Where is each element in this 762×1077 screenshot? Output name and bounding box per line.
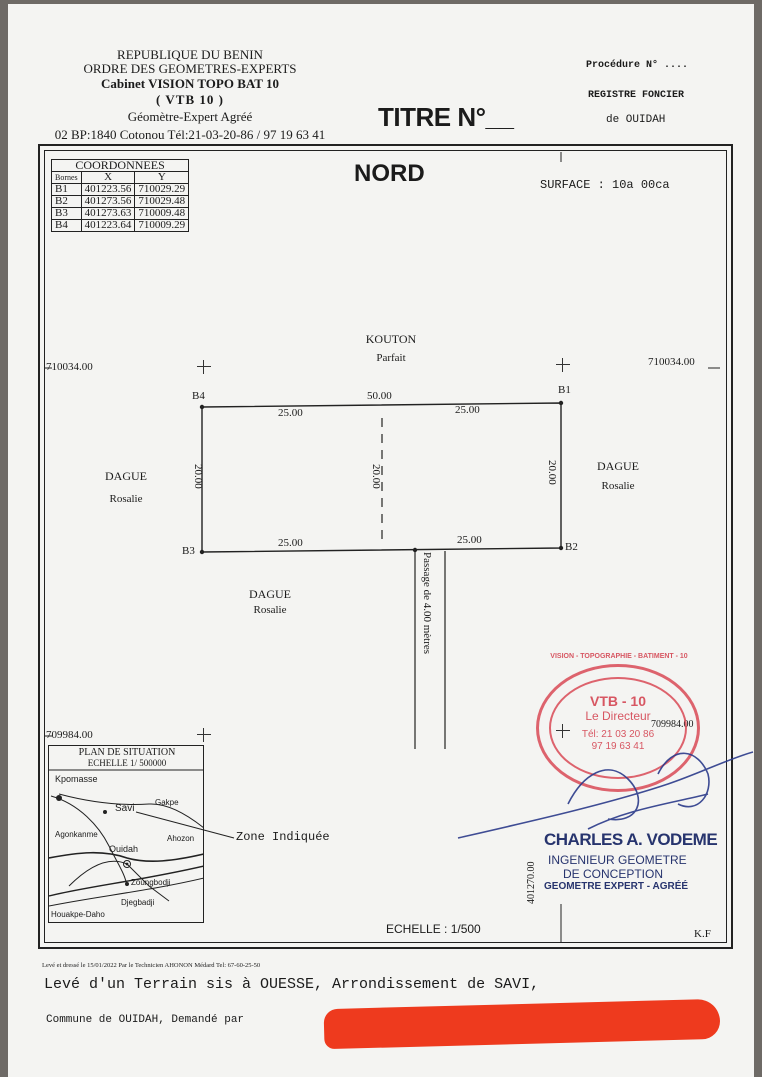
place-zoungbodji: Zoungbodji [131,878,171,887]
corner-b2: B2 [565,541,578,553]
signatory-title-2: DE CONCEPTION [563,867,664,881]
header-order: ORDRE DES GEOMETRES-EXPERTS [83,61,297,76]
stamp-arc: VISION - TOPOGRAPHIE - BATIMENT - 10 [550,653,688,660]
grid-label-x-right: 401270.00 [526,861,537,904]
header-vtb: ( VTB 10 ) [156,92,224,107]
cell-borne: B1 [52,184,82,196]
zone-indiquee: Zone Indiquée [236,830,330,844]
header-republic: REPUBLIQUE DU BENIN [117,47,263,62]
stamp-code: VTB - 10 [589,693,646,709]
neighbor-south-first: Rosalie [253,604,287,616]
neighbor-north-name: KOUTON [365,332,417,346]
cell-x: 401223.56 [81,184,135,196]
place-gakpe: Gakpe [155,798,179,807]
cell-y: 710009.48 [135,208,189,220]
dim-middle: 20.00 [370,464,382,489]
surface-label: SURFACE : 10a 00ca [540,178,670,192]
signatory-title-1: INGENIEUR GEOMETRE [548,853,687,867]
stamp-tel2: 97 19 63 41 [591,741,645,752]
dim-left: 20.00 [192,464,204,489]
neighbor-east-name: DAGUE [597,459,639,473]
cell-x: 401273.56 [81,196,135,208]
header-address: 02 BP:1840 Cotonou Tél:21-03-20-86 / 97 19 63 41 [54,127,326,142]
cell-borne: B4 [52,220,82,232]
signatory-title-3: GEOMETRE EXPERT - AGRÉÉ [544,881,689,892]
procedure-number: Procédure N° .... [586,60,689,71]
cell-borne: B3 [52,208,82,220]
corner-b1: B1 [558,384,571,396]
cell-x: 401273.63 [81,208,135,220]
place-djegbadji: Djegbadji [121,898,155,907]
place-savi: Savi [115,803,135,814]
place-ahozon: Ahozon [167,834,195,843]
grid-label-top-right: 710034.00 [648,356,695,368]
survey-document [8,4,754,1077]
col-x: X [81,172,135,184]
registre-location: de OUIDAH [606,114,666,126]
initials-kf: K.F [694,928,711,940]
place-ouidah: Ouidah [109,844,139,854]
scale-label: ECHELLE : 1/500 [386,922,481,936]
corner-b4: B4 [192,390,205,402]
cell-y: 710029.48 [135,196,189,208]
dim-top-total: 50.00 [367,390,392,402]
cell-y: 710009.29 [135,220,189,232]
coordinates-title: COORDONNEES [52,160,189,172]
dim-top-right: 25.00 [455,404,480,416]
neighbor-south-name: DAGUE [249,587,291,601]
col-bornes: Bornes [52,172,82,184]
col-y: Y [135,172,189,184]
signatory-name: CHARLES A. VODEME [544,830,718,849]
neighbor-west-name: DAGUE [105,469,147,483]
place-agonkanme: Agonkanme [55,830,98,839]
passage-label: Passage de 4.00 mètres [421,552,433,655]
cell-y: 710029.29 [135,184,189,196]
north-label: NORD [354,160,425,187]
situation-scale: ECHELLE 1/ 500000 [87,758,167,768]
footer-line-1: Levé d'un Terrain sis à OUESSE, Arrondissement de SAVI, [44,976,540,993]
neighbor-west-first: Rosalie [109,493,143,505]
dim-bottom-right: 25.00 [457,534,482,546]
cell-x: 401223.64 [81,220,135,232]
header-expert: Géomètre-Expert Agréé [127,109,253,124]
neighbor-north-first: Parfait [376,352,406,364]
neighbor-east-first: Rosalie [601,480,635,492]
place-kpomasse: Kpomasse [55,774,98,784]
cell-borne: B2 [52,196,82,208]
grid-label-top-left: 710034.00 [46,361,93,373]
titre-number: TITRE N°__ [378,102,514,132]
dim-top-left: 25.00 [278,407,303,419]
situation-title: PLAN DE SITUATION [78,747,176,758]
stamp-tel1: Tél: 21 03 20 86 [581,729,655,740]
registre-foncier: REGISTRE FONCIER [588,90,685,101]
dim-right: 20.00 [546,460,558,485]
footer-line-2: Commune de OUIDAH, Demandé par [46,1014,245,1026]
grid-label-bottom-right: 709984.00 [651,719,694,730]
handwritten-signature [8,4,754,1077]
corner-b3: B3 [182,545,195,557]
footer-fine-print: Levé et dressé le 15/01/2022 Par le Technicien AHONON Médard Tel: 67-60-25-50 [42,962,261,969]
dim-bottom-left: 25.00 [278,537,303,549]
stamp-role: Le Directeur [585,709,651,723]
grid-label-bottom-left: 709984.00 [46,729,93,741]
place-houakpe-daho: Houakpe-Daho [51,910,105,919]
header-cabinet: Cabinet VISION TOPO BAT 10 [101,76,279,91]
